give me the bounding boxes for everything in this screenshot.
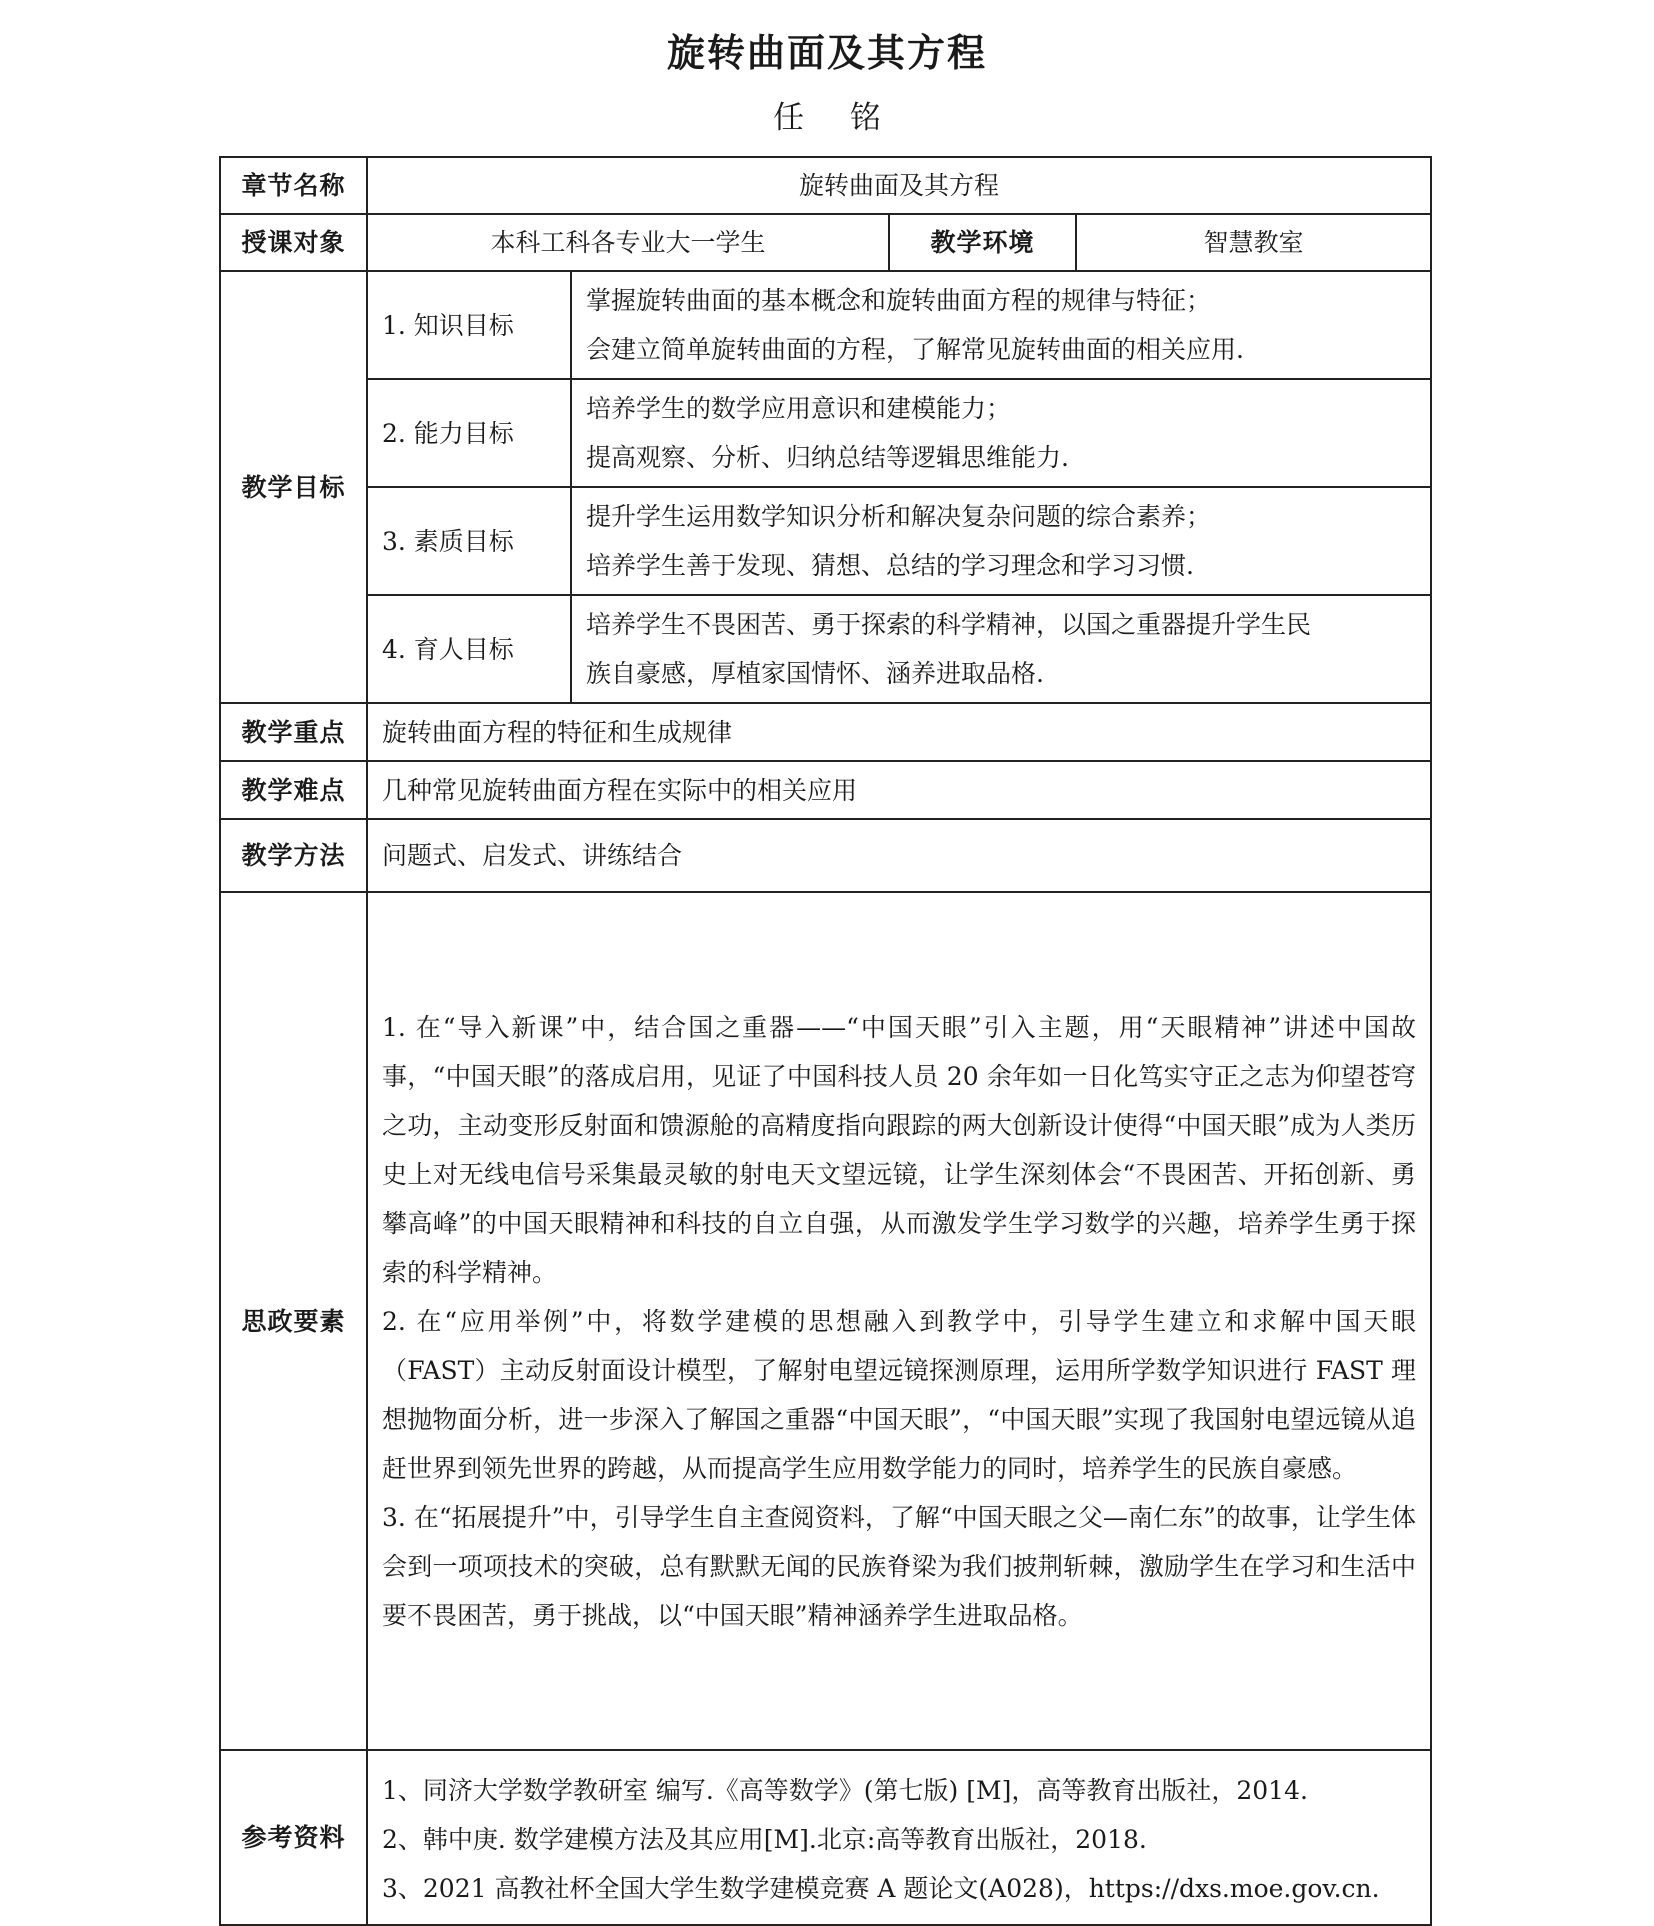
- lesson-plan-table: [219, 156, 1432, 1926]
- audience-value: 本科工科各专业大一学生: [367, 214, 889, 271]
- row-audience: [220, 214, 1431, 271]
- goals-label: 教学目标: [220, 271, 367, 703]
- goal-line: 培养学生的数学应用意识和建模能力；: [586, 394, 1012, 423]
- ideology-paragraph: 3. 在“拓展提升”中，引导学生自主查阅资料，了解“中国天眼之父—南仁东”的故事，让学生体会到一项项技术的突破，总有默默无闻的民族脊梁为我们披荆斩棘，激励学生在学习和生活中要不畏困苦，勇于挑战，以“中国天眼”精神涵养学生进取品格。: [382, 1502, 1417, 1630]
- goal-text: [571, 379, 1431, 487]
- row-chapter: [220, 157, 1431, 214]
- ideology-label: 思政要素: [220, 892, 367, 1750]
- environment-label: 教学环境: [889, 214, 1076, 271]
- goal-line: 培养学生不畏困苦、勇于探索的科学精神，以国之重器提升学生民: [586, 610, 1312, 639]
- row-key-points: [220, 703, 1431, 761]
- document-title: 旋转曲面及其方程: [666, 31, 987, 75]
- goal-text: [571, 595, 1431, 703]
- row-ideology: [220, 892, 1431, 1750]
- row-goal-quality: [220, 487, 1431, 595]
- methods-label: 教学方法: [220, 819, 367, 892]
- chapter-value: 旋转曲面及其方程: [367, 157, 1431, 214]
- goal-name: 1. 知识目标: [367, 271, 571, 379]
- references-label: 参考资料: [220, 1750, 367, 1925]
- goal-line: 提升学生运用数学知识分析和解决复杂问题的综合素养；: [586, 502, 1212, 531]
- row-difficulties: [220, 761, 1431, 819]
- goal-line: 培养学生善于发现、猜想、总结的学习理念和学习习惯.: [586, 551, 1194, 580]
- goal-name: 4. 育人目标: [367, 595, 571, 703]
- goal-text: [571, 271, 1431, 379]
- goal-line: 掌握旋转曲面的基本概念和旋转曲面方程的规律与特征；: [586, 286, 1212, 315]
- ideology-text: [367, 892, 1431, 1750]
- row-goal-knowledge: [220, 271, 1431, 379]
- goal-line: 提高观察、分析、归纳总结等逻辑思维能力.: [586, 443, 1069, 472]
- key-points-label: 教学重点: [220, 703, 367, 761]
- environment-value: 智慧教室: [1076, 214, 1431, 271]
- methods-value: 问题式、启发式、讲练结合: [367, 819, 1431, 892]
- row-methods: [220, 819, 1431, 892]
- goal-line: 族自豪感，厚植家国情怀、涵养进取品格.: [586, 659, 1044, 688]
- difficulties-label: 教学难点: [220, 761, 367, 819]
- goal-line: 会建立简单旋转曲面的方程，了解常见旋转曲面的相关应用.: [586, 335, 1244, 364]
- row-goal-education: [220, 595, 1431, 703]
- goal-text: [571, 487, 1431, 595]
- reference-item: 3、2021 高教社杯全国大学生数学建模竞赛 A 题论文(A028)，https://dxs.moe.gov.cn.: [382, 1874, 1380, 1903]
- difficulties-value: 几种常见旋转曲面方程在实际中的相关应用: [367, 761, 1431, 819]
- ideology-paragraph: 1. 在“导入新课”中，结合国之重器——“中国天眼”引入主题，用“天眼精神”讲述中国故事，“中国天眼”的落成启用，见证了中国科技人员 20 余年如一日化笃实守正之志为仰望苍穹之功，主动变形反射面和馈源舱的高精度指向跟踪的两大创新设计使得“中国天眼”成为人类历史上对无线电信号采集最灵敏的射电天文望远镜，让学生深刻体会“不畏困苦、开拓创新、勇攀高峰”的中国天眼精神和科技的自立自强，从而激发学生学习数学的兴趣，培养学生勇于探索的科学精神。: [382, 1012, 1417, 1287]
- audience-label: 授课对象: [220, 214, 367, 271]
- chapter-label: 章节名称: [220, 157, 367, 214]
- goal-name: 2. 能力目标: [367, 379, 571, 487]
- key-points-value: 旋转曲面方程的特征和生成规律: [367, 703, 1431, 761]
- reference-item: 2、韩中庚. 数学建模方法及其应用[M].北京:高等教育出版社，2018.: [382, 1825, 1147, 1854]
- ideology-paragraph: 2. 在“应用举例”中，将数学建模的思想融入到教学中，引导学生建立和求解中国天眼（FAST）主动反射面设计模型，了解射电望远镜探测原理，运用所学数学知识进行 FAST 理想抛物面分析，进一步深入了解国之重器“中国天眼”，“中国天眼”实现了我国射电望远镜从追赶世界到领先世界的跨越，从而提高学生应用数学能力的同时，培养学生的民族自豪感。: [382, 1306, 1417, 1483]
- document-author: 任 铭: [773, 100, 899, 136]
- row-goal-ability: [220, 379, 1431, 487]
- goal-name: 3. 素质目标: [367, 487, 571, 595]
- row-references: [220, 1750, 1431, 1925]
- references-list: [367, 1750, 1431, 1925]
- reference-item: 1、同济大学数学教研室 编写.《高等数学》(第七版) [M]，高等教育出版社，2014.: [382, 1776, 1308, 1805]
